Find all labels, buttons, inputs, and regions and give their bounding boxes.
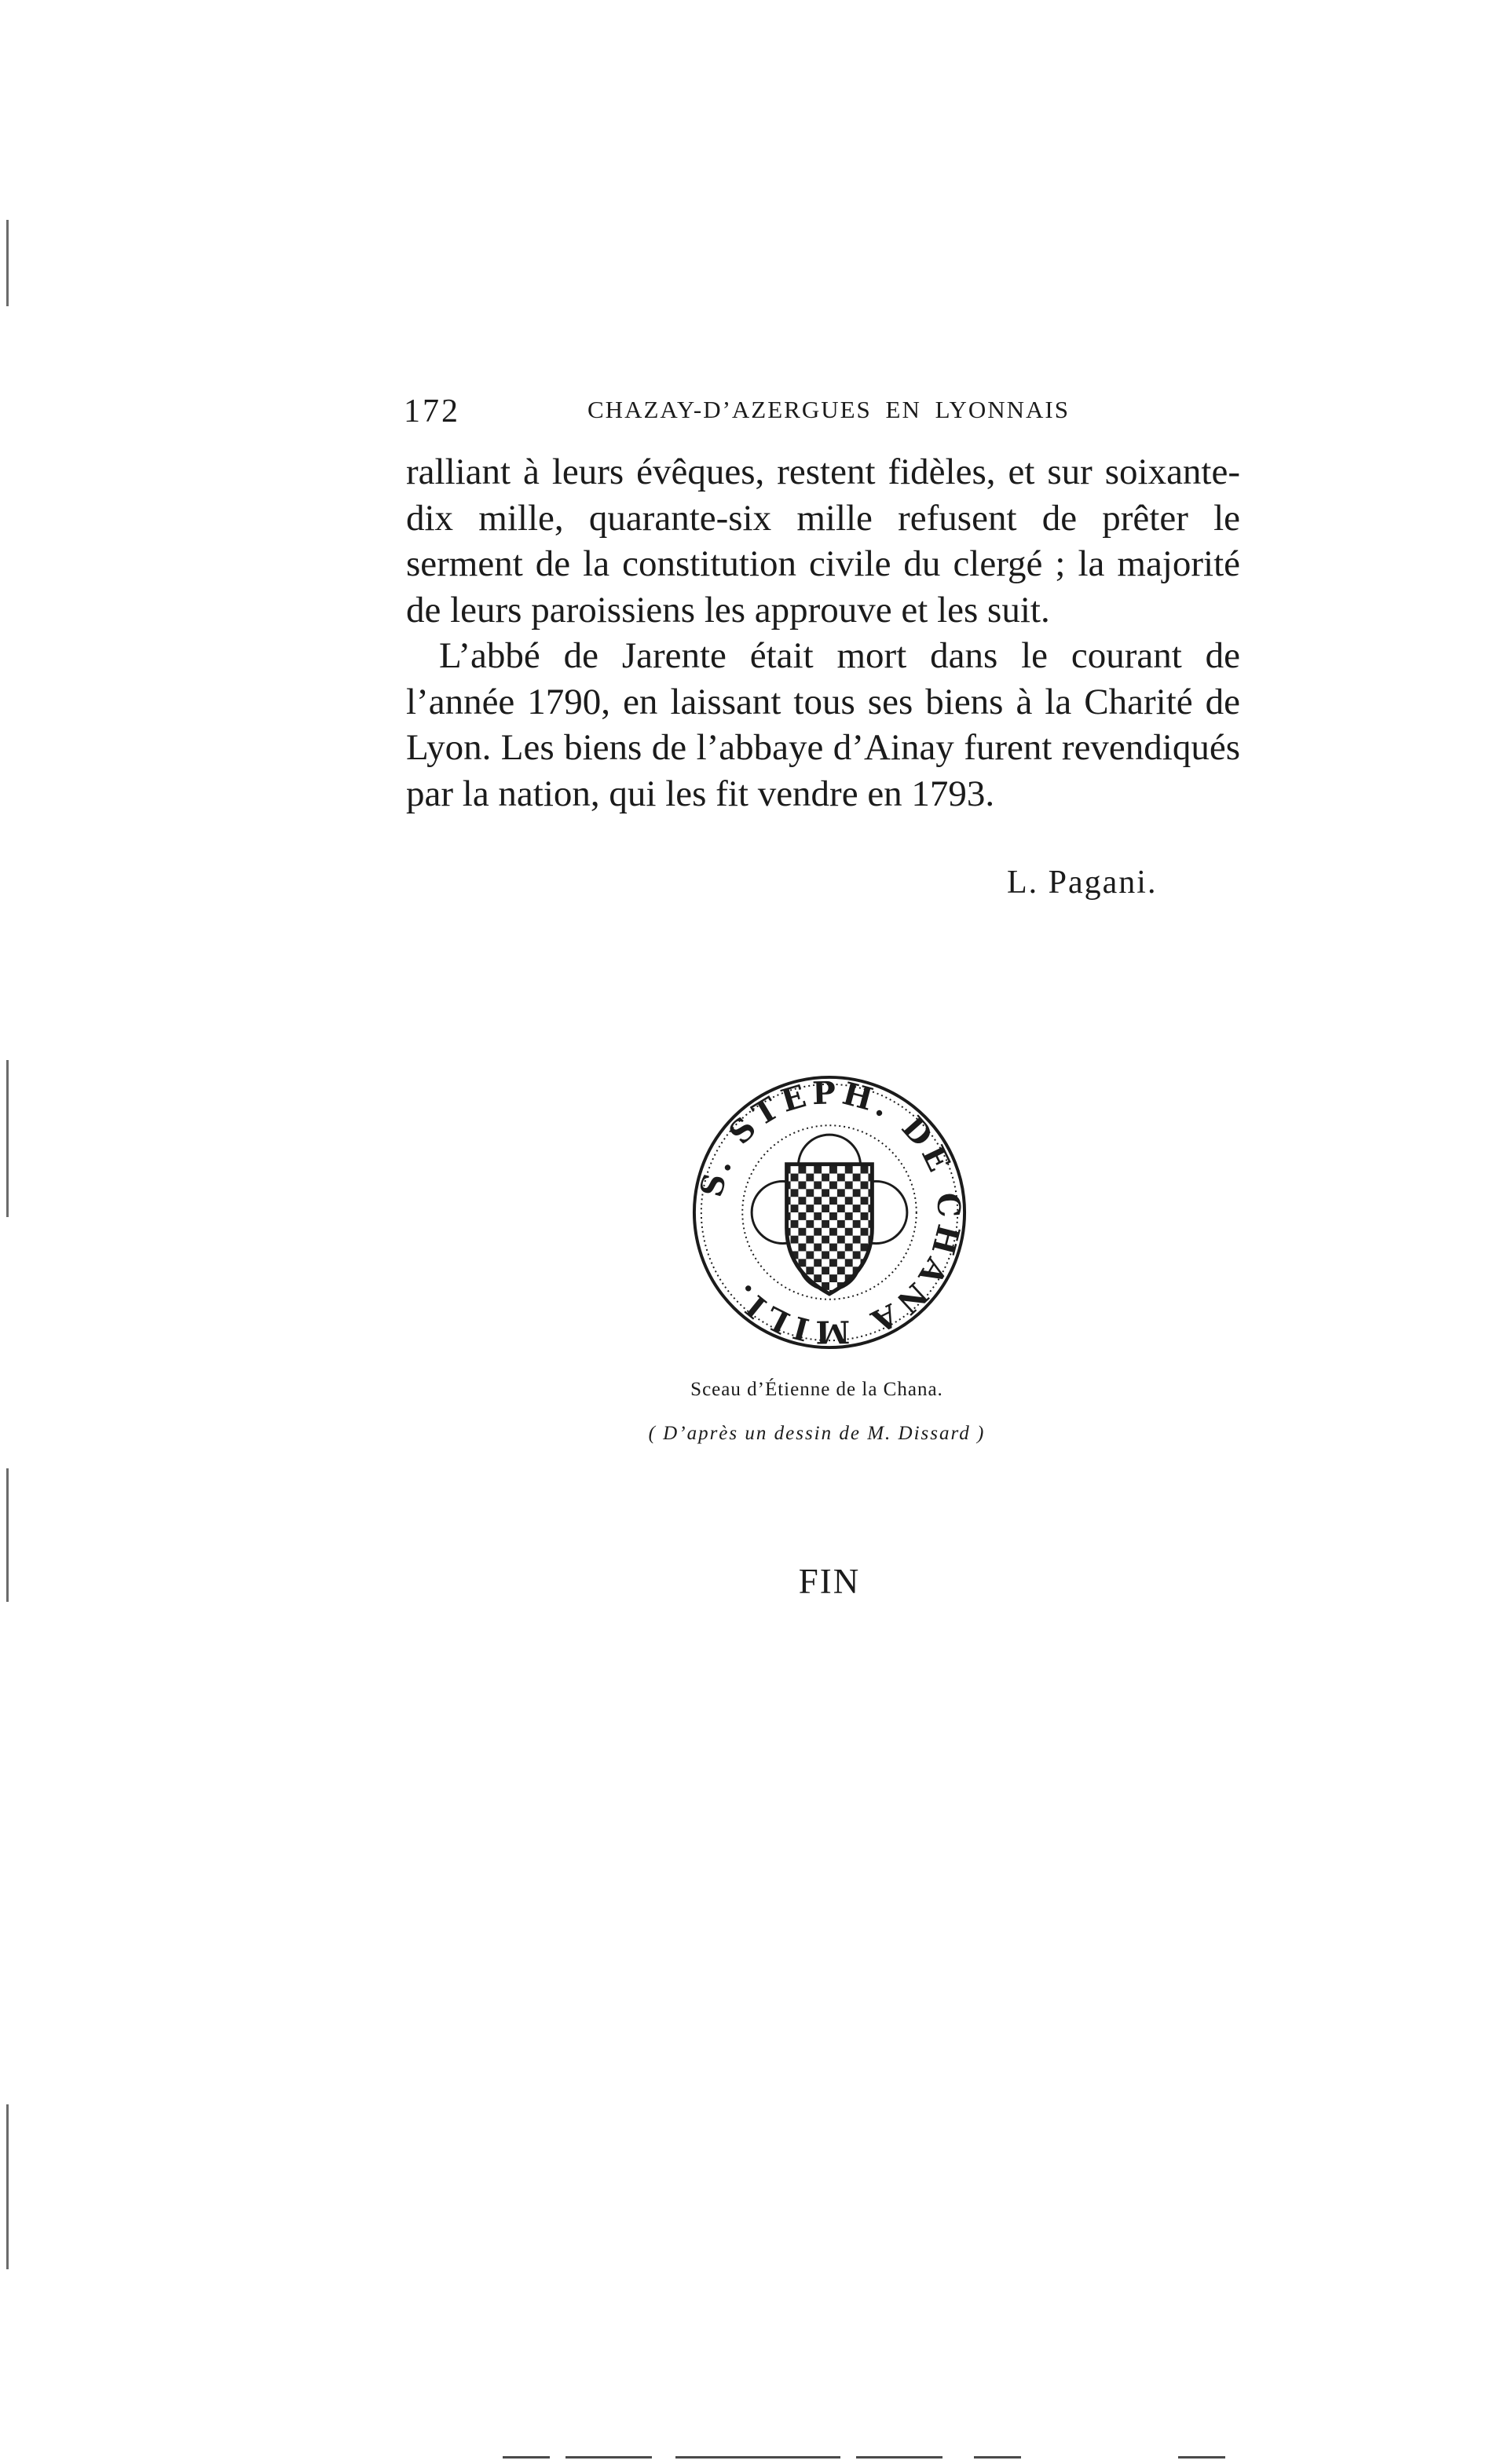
author-signature: L. Pagani. <box>1007 865 1158 901</box>
scan-bottom-rule <box>974 2456 1021 2459</box>
fin-label: FIN <box>798 1562 861 1601</box>
scan-edge-mark <box>6 1060 9 1217</box>
scan-bottom-rule <box>856 2456 942 2459</box>
scan-bottom-rule <box>565 2456 652 2459</box>
figure-credit: ( D’après un dessin de M. Dissard ) <box>648 1423 986 1444</box>
paragraph-1: ralliant à leurs évêques, restent fidèles, et sur soixante-dix mille, quarante-six mille refusent de prêter le serment de la constitution civile du clergé ; la majorité de leurs paroissiens les approuve et les suit. <box>406 451 1240 631</box>
seal-shield-checks <box>783 1158 877 1298</box>
seal-legend: S. STEPH. DE CHANA MILI. <box>693 1075 968 1350</box>
scan-bottom-rule <box>675 2456 840 2459</box>
scan-edge-mark <box>6 1468 9 1602</box>
running-head: CHAZAY-D’AZERGUES EN LYONNAIS <box>587 396 1070 423</box>
scan-bottom-rule <box>503 2456 550 2459</box>
body-text <box>406 449 1240 817</box>
paragraph-2: L’abbé de Jarente était mort dans le courant de l’année 1790, en laissant tous ses biens à la Charité de Lyon. Les biens de l’abbaye d’Ainay furent revendiqués par la nation, qui les fit vendre en 1793. <box>406 635 1240 814</box>
page-number: 172 <box>404 393 460 430</box>
scan-edge-mark <box>6 2104 9 2269</box>
seal-illustration <box>690 1073 969 1352</box>
figure-caption: Sceau d’Étienne de la Chana. <box>690 1379 943 1400</box>
scan-edge-mark <box>6 220 9 306</box>
scan-bottom-rule <box>1178 2456 1225 2459</box>
